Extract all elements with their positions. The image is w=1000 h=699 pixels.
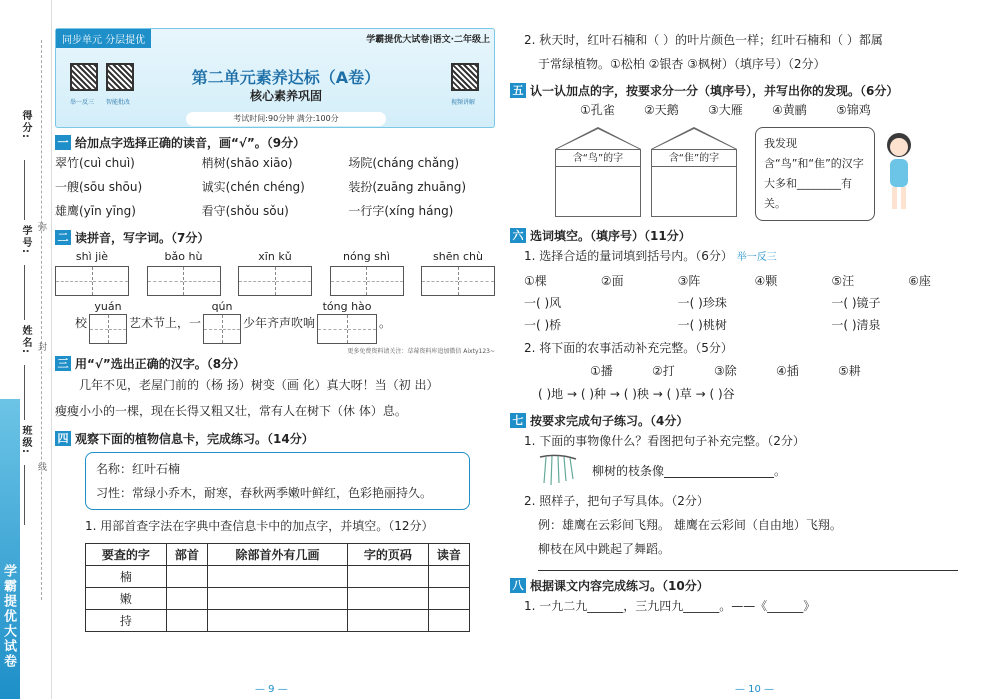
binding-strip: [0, 0, 52, 699]
question-title: 用“√”选出正确的汉字。（8分）: [75, 357, 246, 371]
answer-cell[interactable]: [166, 588, 207, 610]
q4-sub2[interactable]: 2. 秋天时，红叶石楠和（ ）的叶片颜色一样；红叶石楠和（ ）都属: [524, 33, 883, 47]
pinyin-blank: [315, 300, 379, 344]
pinyin-group: [421, 250, 495, 296]
q6-sub1: [524, 244, 985, 270]
answer-cell[interactable]: [348, 610, 429, 632]
qr-code-icon[interactable]: [106, 63, 134, 91]
q1-row: [55, 175, 495, 199]
option: ⑤耕: [838, 364, 861, 378]
writing-grid[interactable]: [238, 266, 312, 296]
option: ④黄鹂: [772, 103, 807, 117]
answer-cell[interactable]: [166, 566, 207, 588]
answer-cell[interactable]: [348, 566, 429, 588]
question-number: 六: [510, 228, 526, 243]
cut-mark: 封: [38, 343, 48, 353]
qr-caption: 视频讲解: [451, 99, 476, 106]
plant-info-card: [85, 452, 470, 510]
option: ②打: [652, 364, 675, 378]
answer-cell[interactable]: [348, 588, 429, 610]
page-number: — 10 —: [735, 684, 775, 695]
measure-word-row: [524, 292, 985, 314]
q1-row: [55, 151, 495, 175]
series-label: 学霸提优大试卷|语文·二年级上: [366, 35, 490, 45]
name-line[interactable]: [24, 365, 25, 420]
question-title: 选词填空。（填序号）（11分）: [530, 229, 691, 243]
blank-item[interactable]: 一( )珍珠: [677, 296, 727, 310]
sentence-text: 校: [75, 315, 88, 330]
qr-code-icon[interactable]: [451, 63, 479, 91]
answer-line[interactable]: [664, 464, 774, 478]
pinyin-group: [330, 250, 404, 296]
answer-line[interactable]: [538, 567, 958, 571]
qr-code-icon[interactable]: [70, 63, 98, 91]
q1-item[interactable]: 梢树(shāo xiāo): [201, 156, 293, 170]
blank-item[interactable]: 一( )桥: [524, 318, 562, 332]
q1-item[interactable]: 一艘(sōu shōu): [55, 180, 143, 194]
question-title: 给加点字选择正确的读音，画“√”。（9分）: [75, 136, 306, 150]
answer-cell[interactable]: [428, 610, 469, 632]
pinyin-group: [55, 250, 129, 296]
girl-illustration-icon: [879, 127, 919, 217]
blank-item[interactable]: 一( )清泉: [831, 318, 881, 332]
exam-meta: 考试时间:90分钟 满分:100分: [186, 112, 386, 126]
q1-item[interactable]: 装扮(zuāng zhuāng): [348, 180, 467, 194]
sentence-text: 。: [379, 315, 392, 330]
writing-grid[interactable]: [317, 314, 377, 344]
card-name: 名称：红叶石楠: [96, 462, 181, 476]
left-page: [55, 28, 495, 632]
answer-cell[interactable]: [428, 588, 469, 610]
table-header: 要查的字: [86, 544, 167, 566]
table-header: 字的页码: [348, 544, 429, 566]
pinyin-group: [238, 250, 312, 296]
q1-item[interactable]: 诚实(chén chéng): [201, 180, 305, 194]
farming-chain[interactable]: ( )地 → ( )种 → ( )秧 → ( )草 → ( )谷: [538, 387, 735, 401]
pinyin-blank: [201, 300, 243, 344]
question-4-heading: [55, 430, 495, 447]
exam-subtitle: 核心素养巩固: [249, 89, 322, 103]
option: ③阵: [677, 274, 701, 288]
writing-grid[interactable]: [55, 266, 129, 296]
willow-sentence: 柳树的枝条像 。: [538, 453, 985, 489]
option: ④颗: [754, 274, 778, 288]
answer-cell[interactable]: [207, 610, 347, 632]
house-label: 含“鸟”的字: [555, 149, 641, 167]
question-title: 观察下面的植物信息卡，完成练习。（14分）: [75, 432, 314, 446]
right-page: [510, 28, 985, 618]
option: ⑥座: [908, 274, 931, 288]
table-row: [86, 610, 470, 632]
blank-item[interactable]: 一( )桃树: [677, 318, 727, 332]
house-body[interactable]: [651, 167, 737, 217]
pinyin-label: bǎo hù: [164, 250, 203, 263]
promo-note: 更多免费资料请关注：草莓资料库追加微信 Aixty123~: [347, 348, 495, 355]
sentence-text: 艺术节上，一: [129, 315, 202, 330]
q1-item[interactable]: 看守(shǒu sǒu): [201, 204, 289, 218]
q5-options: [580, 99, 900, 121]
q1-row: [55, 199, 495, 223]
answer-cell[interactable]: [428, 566, 469, 588]
q3-paragraph[interactable]: 瘦瘦小小的一棵，现在长得又粗又壮，常有人在树下（休 体）息。: [55, 404, 407, 418]
q7-sub1: 1. 下面的事物像什么？看图把句子补充完整。（2分）: [524, 434, 805, 448]
question-6-heading: [510, 227, 985, 244]
cut-mark: 弥: [38, 223, 48, 233]
option: ③除: [714, 364, 737, 378]
pinyin-sentence: [75, 300, 495, 344]
question-7-heading: [510, 412, 985, 429]
option: ①播: [590, 364, 613, 378]
option: ①孔雀: [580, 103, 615, 117]
q4-sub2-cont[interactable]: 于常绿植物。①松柏 ②银杏 ③枫树）（填序号）（2分）: [538, 57, 826, 71]
writing-grid[interactable]: [203, 314, 241, 344]
question-1-heading: [55, 134, 495, 151]
question-number: 二: [55, 230, 71, 245]
willow-branch-icon: [538, 453, 578, 489]
table-cell: 嫩: [86, 588, 167, 610]
q7-sub2: 2. 照样子，把句子写具体。（2分）: [524, 494, 709, 508]
question-3-heading: [55, 355, 495, 372]
answer-cell[interactable]: [207, 566, 347, 588]
q6-sub2: 2. 将下面的农事活动补充完整。（5分）: [524, 341, 733, 355]
table-header: 读音: [428, 544, 469, 566]
pinyin-label: shēn chù: [433, 250, 483, 263]
pinyin-label: yuán: [94, 300, 122, 313]
house-bird[interactable]: [555, 127, 641, 217]
house-body[interactable]: [555, 167, 641, 217]
question-number: 三: [55, 356, 71, 371]
pinyin-group: [147, 250, 221, 296]
table-row: [86, 588, 470, 610]
question-number: 七: [510, 413, 526, 428]
question-title: 认一认加点的字，按要求分一分（填序号），并写出你的发现。（6分）: [530, 84, 899, 98]
pinyin-label: tóng hào: [322, 300, 372, 313]
q1-item[interactable]: 雄鹰(yīn yīng): [55, 204, 136, 218]
card-habit: 习性：常绿小乔木，耐寒，春秋两季嫩叶鲜红，色彩艳丽持久。: [96, 486, 433, 500]
pinyin-label: shì jiè: [75, 250, 109, 263]
blank-item[interactable]: 一( )镜子: [831, 296, 881, 310]
question-number: 四: [55, 431, 71, 446]
student-id-label: 学号:: [20, 225, 31, 255]
table-header-row: [86, 544, 470, 566]
option: ⑤锦鸡: [836, 103, 871, 117]
example-sentence: 例：雄鹰在云彩间飞翔。 雄鹰在云彩间（自由地）飞翔。: [538, 518, 842, 532]
practice-tag[interactable]: 举一反三: [736, 252, 777, 263]
answer-cell[interactable]: [166, 610, 207, 632]
roof-shape: [555, 127, 641, 149]
question-title: 按要求完成句子练习。（4分）: [530, 414, 689, 428]
option: ②天鹅: [644, 103, 679, 117]
blank-item[interactable]: 一( )风: [524, 296, 562, 310]
writing-grid[interactable]: [147, 266, 221, 296]
option: ④插: [776, 364, 799, 378]
option: ③大雁: [708, 103, 743, 117]
house-label: 含“隹”的字: [651, 149, 737, 167]
table-header: 除部首外有几画: [207, 544, 347, 566]
pinyin-blank: [87, 300, 129, 344]
table-row: [86, 566, 470, 588]
option: ①棵: [524, 274, 547, 288]
q4-sub1: 1. 用部首查字法在字典中查信息卡中的加点字，并填空。（12分）: [85, 519, 434, 533]
option: ②面: [600, 274, 624, 288]
question-title: 根据课文内容完成练习。（10分）: [530, 579, 709, 593]
pinyin-grid-row: [55, 250, 495, 296]
question-number: 五: [510, 83, 526, 98]
writing-grid[interactable]: [330, 266, 404, 296]
answer-cell[interactable]: [207, 588, 347, 610]
pinyin-label: xīn kǔ: [258, 250, 292, 263]
name-label: 姓名:: [20, 325, 31, 355]
class-label: 班级:: [20, 425, 31, 455]
cut-mark: 线: [38, 463, 48, 473]
brand-text: 学霸提优大试卷: [1, 564, 16, 669]
score-line: [24, 160, 25, 220]
option: ⑤汪: [831, 274, 855, 288]
question-2-heading: [55, 229, 495, 246]
house-zhui[interactable]: [651, 127, 737, 217]
q6-options2: [590, 360, 900, 382]
score-label: 得分:: [20, 110, 31, 140]
qr-caption: 智能批改: [106, 99, 131, 106]
table-header: 部首: [166, 544, 207, 566]
exam-header: [55, 28, 495, 128]
brand-band: [0, 399, 20, 699]
question-number: 一: [55, 135, 71, 150]
sync-tag: 同步单元 分层提优: [56, 29, 151, 48]
dictionary-table: [85, 543, 470, 632]
roof-shape: [651, 127, 737, 149]
willow-text: 柳树的枝条像: [592, 464, 665, 478]
table-cell: 楠: [86, 566, 167, 588]
q6-options: [524, 270, 985, 292]
q6-sub1-text: 1. 选择合适的量词填到括号内。（6分）: [524, 249, 733, 263]
sentence-text: 少年齐声吹响: [243, 315, 316, 330]
page-number: — 9 —: [255, 684, 288, 695]
question-5-heading: [510, 82, 985, 99]
cut-line: [41, 40, 42, 600]
q1-item[interactable]: 场院(cháng chǎng): [348, 156, 460, 170]
q5-houses: [555, 127, 985, 221]
question-8-heading: [510, 577, 985, 594]
class-line[interactable]: [24, 465, 25, 525]
question-title: 读拼音，写字词。（7分）: [75, 231, 210, 245]
table-cell: 持: [86, 610, 167, 632]
student-id-line[interactable]: [24, 265, 25, 320]
q3-paragraph[interactable]: 几年不见，老屋门前的（杨 扬）树变（画 化）真大呀！当（初 出）: [79, 378, 439, 392]
question-number: 八: [510, 578, 526, 593]
writing-grid[interactable]: [89, 314, 127, 344]
q1-item[interactable]: 一行字(xíng háng): [348, 204, 454, 218]
q1-item[interactable]: 翠竹(cuì chuì): [55, 156, 135, 170]
measure-word-row: [524, 314, 985, 336]
exam-title: 第二单元素养达标（A卷）: [191, 68, 381, 87]
qr-caption: 举一反三: [70, 99, 95, 106]
q8-sub1[interactable]: 1. 一九二九______，三九四九______。——《______》: [524, 599, 816, 613]
pinyin-label: qún: [211, 300, 233, 313]
pinyin-label: nóng shì: [343, 250, 390, 263]
task-sentence: 柳枝在风中跳起了舞蹈。: [538, 542, 671, 556]
writing-grid[interactable]: [421, 266, 495, 296]
speech-bubble[interactable]: 我发现含“鸟”和“隹”的汉字大多和________有关。: [755, 127, 875, 221]
